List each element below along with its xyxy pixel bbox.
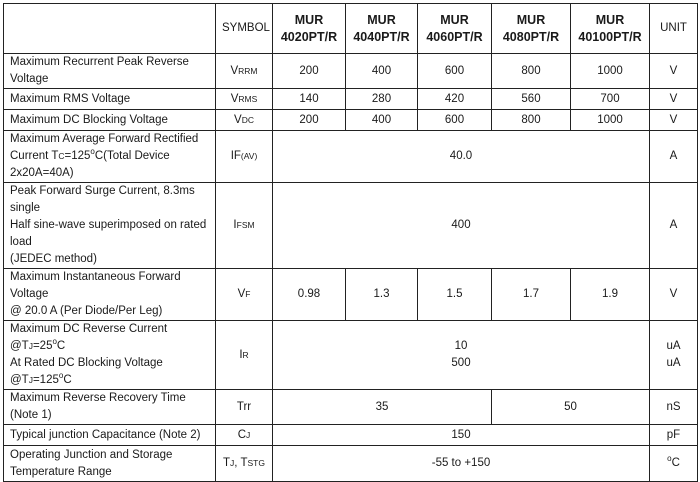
part-header-40100: MUR 40100PT/R	[571, 4, 650, 54]
value-cell: 400	[346, 110, 418, 131]
parameter-header	[4, 4, 216, 54]
unit-header: UNIT	[650, 4, 698, 54]
unit-ir: uA uA	[650, 321, 698, 390]
value-cell: 800	[492, 110, 571, 131]
value-cj: 150	[273, 425, 650, 446]
symbol-ifav: IF(AV)	[216, 131, 273, 183]
unit-vf: V	[650, 269, 698, 321]
value-ifav: 40.0	[273, 131, 650, 183]
unit-vrms: V	[650, 89, 698, 110]
param-ifsm: Peak Forward Surge Current, 8.3ms single Half sine-wave superimposed on rated load (JEDEC method)	[4, 183, 216, 269]
part-header-4020: MUR 4020PT/R	[273, 4, 346, 54]
value-cell: 200	[273, 110, 346, 131]
value-tj: -55 to +150	[273, 446, 650, 482]
param-cj: Typical junction Capacitance (Note 2)	[4, 425, 216, 446]
row-ifav	[4, 131, 698, 183]
unit-cj: pF	[650, 425, 698, 446]
row-ir	[4, 321, 698, 390]
value-cell: 140	[273, 89, 346, 110]
symbol-vrms: VRMS	[216, 89, 273, 110]
value-cell: 560	[492, 89, 571, 110]
ratings-table	[3, 3, 698, 482]
value-cell: 280	[346, 89, 418, 110]
unit-vdc: V	[650, 110, 698, 131]
unit-vrrm: V	[650, 54, 698, 89]
value-cell: 1000	[571, 54, 650, 89]
param-vrrm: Maximum Recurrent Peak Reverse Voltage	[4, 54, 216, 89]
value-cell: 200	[273, 54, 346, 89]
symbol-header: SYMBOL	[216, 4, 273, 54]
header-row	[4, 4, 698, 54]
symbol-trr: Trr	[216, 390, 273, 425]
value-trr-2: 50	[492, 390, 650, 425]
value-cell: 700	[571, 89, 650, 110]
row-vf	[4, 269, 698, 321]
symbol-vdc: VDC	[216, 110, 273, 131]
param-vrms: Maximum RMS Voltage	[4, 89, 216, 110]
symbol-ifsm: IFSM	[216, 183, 273, 269]
param-vdc: Maximum DC Blocking Voltage	[4, 110, 216, 131]
param-ir: Maximum DC Reverse Current $@TJ=25^oC$ At Rated DC Blocking Voltage $@TJ=125^oC$	[4, 321, 216, 390]
value-cell: 400	[346, 54, 418, 89]
row-tj	[4, 446, 698, 482]
param-vf: Maximum Instantaneous Forward Voltage @ 20.0 A (Per Diode/Per Leg)	[4, 269, 216, 321]
param-tj: Operating Junction and Storage Temperature Range	[4, 446, 216, 482]
value-cell: 800	[492, 54, 571, 89]
row-ifsm	[4, 183, 698, 269]
value-cell: 420	[418, 89, 492, 110]
value-cell: 0.98	[273, 269, 346, 321]
symbol-vf: VF	[216, 269, 273, 321]
value-cell: 600	[418, 54, 492, 89]
value-trr-1: 35	[273, 390, 492, 425]
symbol-vrrm: VRRM	[216, 54, 273, 89]
row-vdc	[4, 110, 698, 131]
value-cell: 600	[418, 110, 492, 131]
row-vrrm	[4, 54, 698, 89]
value-cell: 1.3	[346, 269, 418, 321]
row-trr	[4, 390, 698, 425]
part-header-4040: MUR 4040PT/R	[346, 4, 418, 54]
param-ifav: Maximum Average Forward Rectified Current $TC=125^oC(Total$ Device 2x20A=40A)	[4, 131, 216, 183]
value-ir: 10 500	[273, 321, 650, 390]
part-header-4060: MUR 4060PT/R	[418, 4, 492, 54]
row-vrms	[4, 89, 698, 110]
unit-ifsm: A	[650, 183, 698, 269]
part-header-4080: MUR 4080PT/R	[492, 4, 571, 54]
symbol-tj: TJ, TSTG	[216, 446, 273, 482]
unit-trr: nS	[650, 390, 698, 425]
symbol-ir: IR	[216, 321, 273, 390]
value-cell: 1.9	[571, 269, 650, 321]
symbol-cj: CJ	[216, 425, 273, 446]
unit-ifav: A	[650, 131, 698, 183]
value-ifsm: 400	[273, 183, 650, 269]
unit-tj: $^o$C	[650, 446, 698, 482]
value-cell: 1000	[571, 110, 650, 131]
value-cell: 1.5	[418, 269, 492, 321]
value-cell: 1.7	[492, 269, 571, 321]
param-trr: Maximum Reverse Recovery Time (Note 1)	[4, 390, 216, 425]
row-cj	[4, 425, 698, 446]
